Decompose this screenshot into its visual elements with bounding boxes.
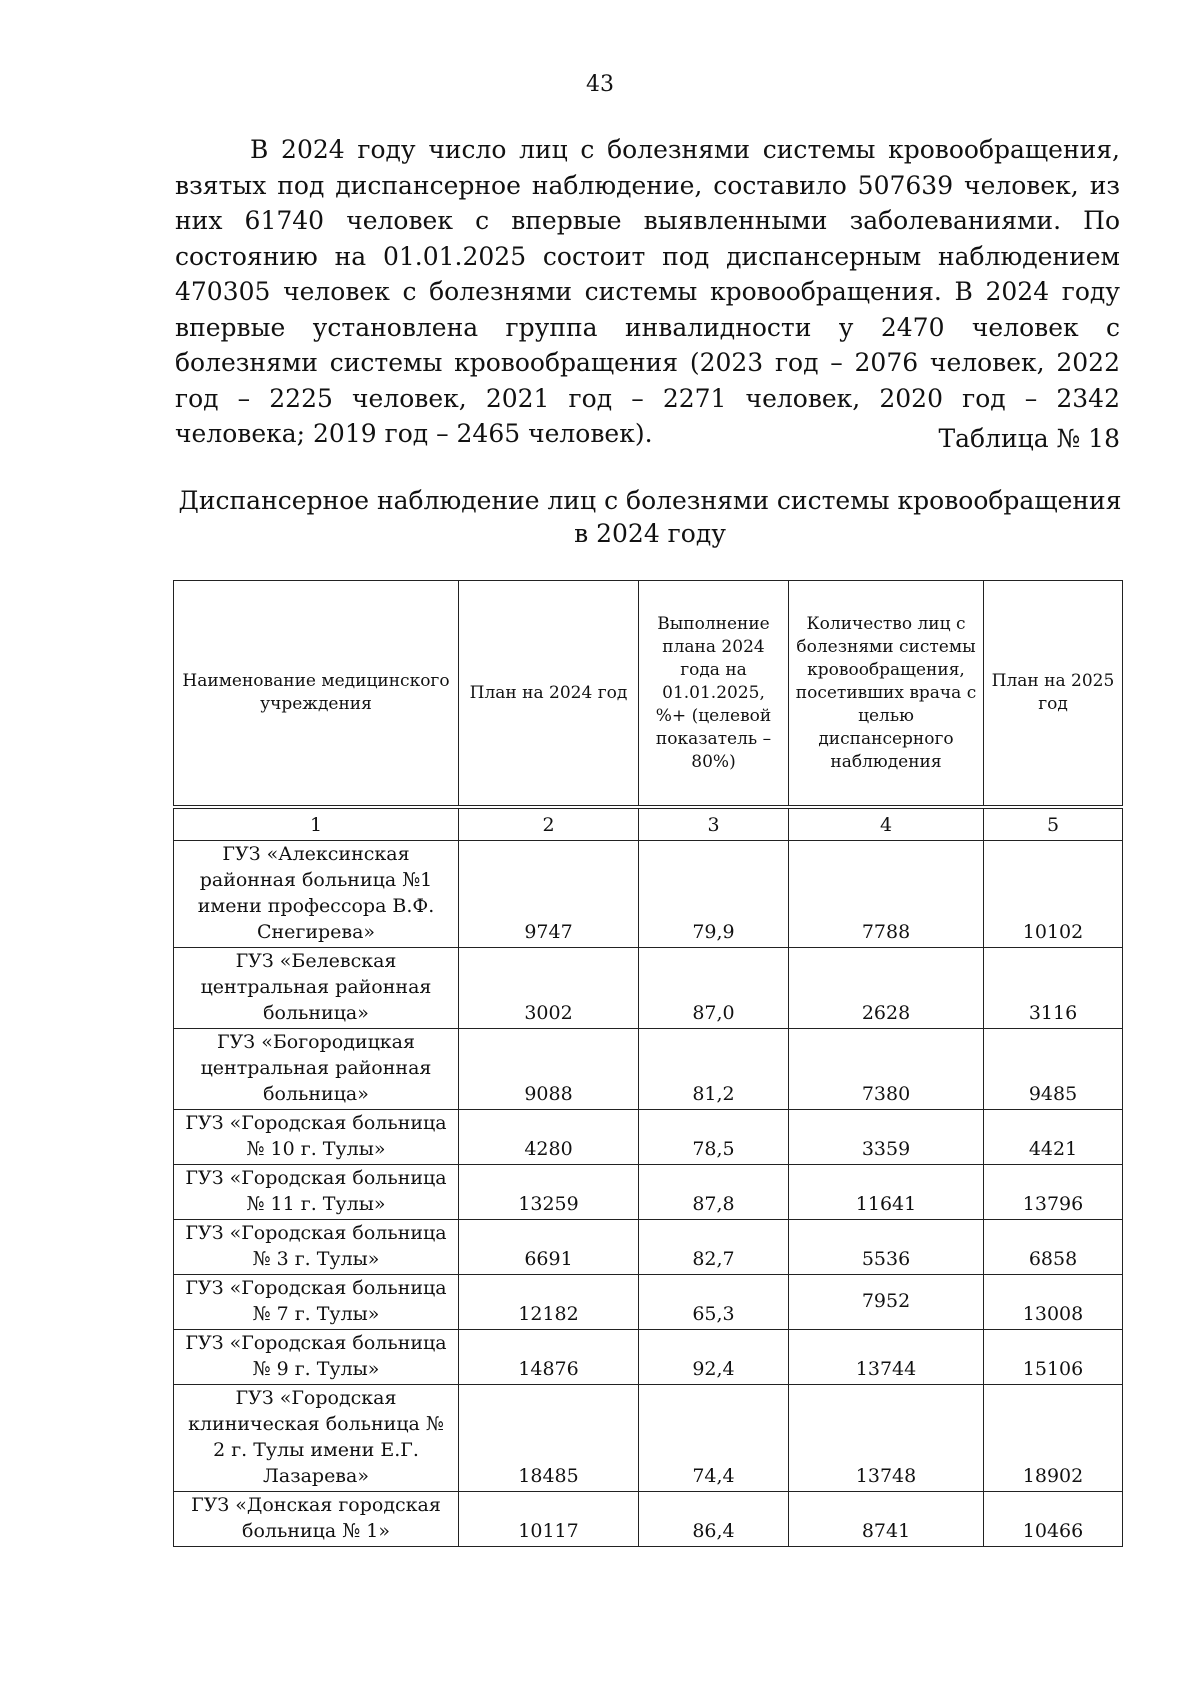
institution-name: ГУЗ «Донская городская больница № 1» (174, 1492, 459, 1547)
header-institution: Наименование медицинского учреждения (174, 581, 459, 808)
plan-2024-value: 9747 (459, 841, 639, 948)
plan-2025-value: 18902 (984, 1385, 1123, 1492)
institution-name: ГУЗ «Городская больница № 10 г. Тулы» (174, 1110, 459, 1165)
completion-value: 82,7 (639, 1220, 789, 1275)
plan-2024-value: 9088 (459, 1029, 639, 1110)
plan-2025-value: 4421 (984, 1110, 1123, 1165)
column-number: 2 (459, 807, 639, 841)
table-row (174, 1385, 1123, 1492)
count-value: 11641 (789, 1165, 984, 1220)
column-number: 5 (984, 807, 1123, 841)
completion-value: 86,4 (639, 1492, 789, 1547)
table-title-line1: Диспансерное наблюдение лиц с болезнями системы кровообращения (178, 486, 1122, 515)
count-value: 5536 (789, 1220, 984, 1275)
institution-name: ГУЗ «Алексинская районная больница №1 имени профессора В.Ф. Снегирева» (174, 841, 459, 948)
table-row (174, 1330, 1123, 1385)
completion-value: 74,4 (639, 1385, 789, 1492)
column-number: 3 (639, 807, 789, 841)
count-value: 7380 (789, 1029, 984, 1110)
plan-2025-value: 13796 (984, 1165, 1123, 1220)
plan-2024-value: 10117 (459, 1492, 639, 1547)
column-number: 4 (789, 807, 984, 841)
count-value: 8741 (789, 1492, 984, 1547)
plan-2024-value: 13259 (459, 1165, 639, 1220)
institution-name: ГУЗ «Белевская центральная районная больница» (174, 948, 459, 1029)
paragraph-text: В 2024 году число лиц с болезнями системы кровообращения, взятых под диспансерное наблюдение, составило 507639 человек, из них 61740 человек с впервые выявленными заболеваниями. По состоянию на 01.01.2025 состоит под диспансерным наблюдением 470305 человек с болезнями системы кровообращения. В 2024 году впервые установлена группа инвалидности у 2470 человек с болезнями системы кровообращения (2023 год – 2076 человек, 2022 год – 2225 человек, 2021 год – 2271 человек, 2020 год – 2342 человека; 2019 год – 2465 человек). (175, 135, 1120, 448)
table-label: Таблица № 18 (938, 424, 1120, 453)
table-row (174, 1029, 1123, 1110)
plan-2024-value: 3002 (459, 948, 639, 1029)
plan-2025-value: 3116 (984, 948, 1123, 1029)
completion-value: 87,8 (639, 1165, 789, 1220)
plan-2024-value: 4280 (459, 1110, 639, 1165)
table-title-line2: в 2024 году (574, 519, 726, 548)
count-value: 13744 (789, 1330, 984, 1385)
column-number: 1 (174, 807, 459, 841)
institution-name: ГУЗ «Городская больница № 11 г. Тулы» (174, 1165, 459, 1220)
table-row (174, 1220, 1123, 1275)
plan-2024-value: 14876 (459, 1330, 639, 1385)
count-value: 7952 (789, 1275, 984, 1330)
institution-name: ГУЗ «Городская больница № 7 г. Тулы» (174, 1275, 459, 1330)
page-number: 43 (586, 72, 614, 97)
plan-2025-value: 10466 (984, 1492, 1123, 1547)
completion-value: 81,2 (639, 1029, 789, 1110)
table-row (174, 1492, 1123, 1547)
completion-value: 79,9 (639, 841, 789, 948)
table-row (174, 1165, 1123, 1220)
plan-2025-value: 6858 (984, 1220, 1123, 1275)
institution-name: ГУЗ «Городская клиническая больница № 2 г. Тулы имени Е.Г. Лазарева» (174, 1385, 459, 1492)
completion-value: 65,3 (639, 1275, 789, 1330)
header-plan-2025: План на 2025 год (984, 581, 1123, 808)
count-value: 2628 (789, 948, 984, 1029)
plan-2025-value: 10102 (984, 841, 1123, 948)
plan-2025-value: 9485 (984, 1029, 1123, 1110)
plan-2025-value: 13008 (984, 1275, 1123, 1330)
header-completion: Выполнение плана 2024 года на 01.01.2025, %+ (целевой показатель – 80%) (639, 581, 789, 808)
header-plan-2024: План на 2024 год (459, 581, 639, 808)
count-value: 7788 (789, 841, 984, 948)
completion-value: 87,0 (639, 948, 789, 1029)
plan-2024-value: 12182 (459, 1275, 639, 1330)
column-number-row (174, 807, 1123, 841)
header-count: Количество лиц с болезнями системы кровообращения, посетивших врача с целью диспансерного наблюдения (789, 581, 984, 808)
table-row (174, 1275, 1123, 1330)
completion-value: 78,5 (639, 1110, 789, 1165)
completion-value: 92,4 (639, 1330, 789, 1385)
table-row (174, 841, 1123, 948)
count-value: 13748 (789, 1385, 984, 1492)
intro-paragraph (175, 132, 1120, 452)
table-row (174, 1110, 1123, 1165)
table-title (150, 484, 1150, 550)
institution-name: ГУЗ «Городская больница № 3 г. Тулы» (174, 1220, 459, 1275)
plan-2024-value: 6691 (459, 1220, 639, 1275)
table-header-row (174, 581, 1123, 808)
plan-2025-value: 15106 (984, 1330, 1123, 1385)
dispensary-table (173, 580, 1123, 1547)
table-row (174, 948, 1123, 1029)
count-value: 3359 (789, 1110, 984, 1165)
institution-name: ГУЗ «Богородицкая центральная районная больница» (174, 1029, 459, 1110)
plan-2024-value: 18485 (459, 1385, 639, 1492)
institution-name: ГУЗ «Городская больница № 9 г. Тулы» (174, 1330, 459, 1385)
